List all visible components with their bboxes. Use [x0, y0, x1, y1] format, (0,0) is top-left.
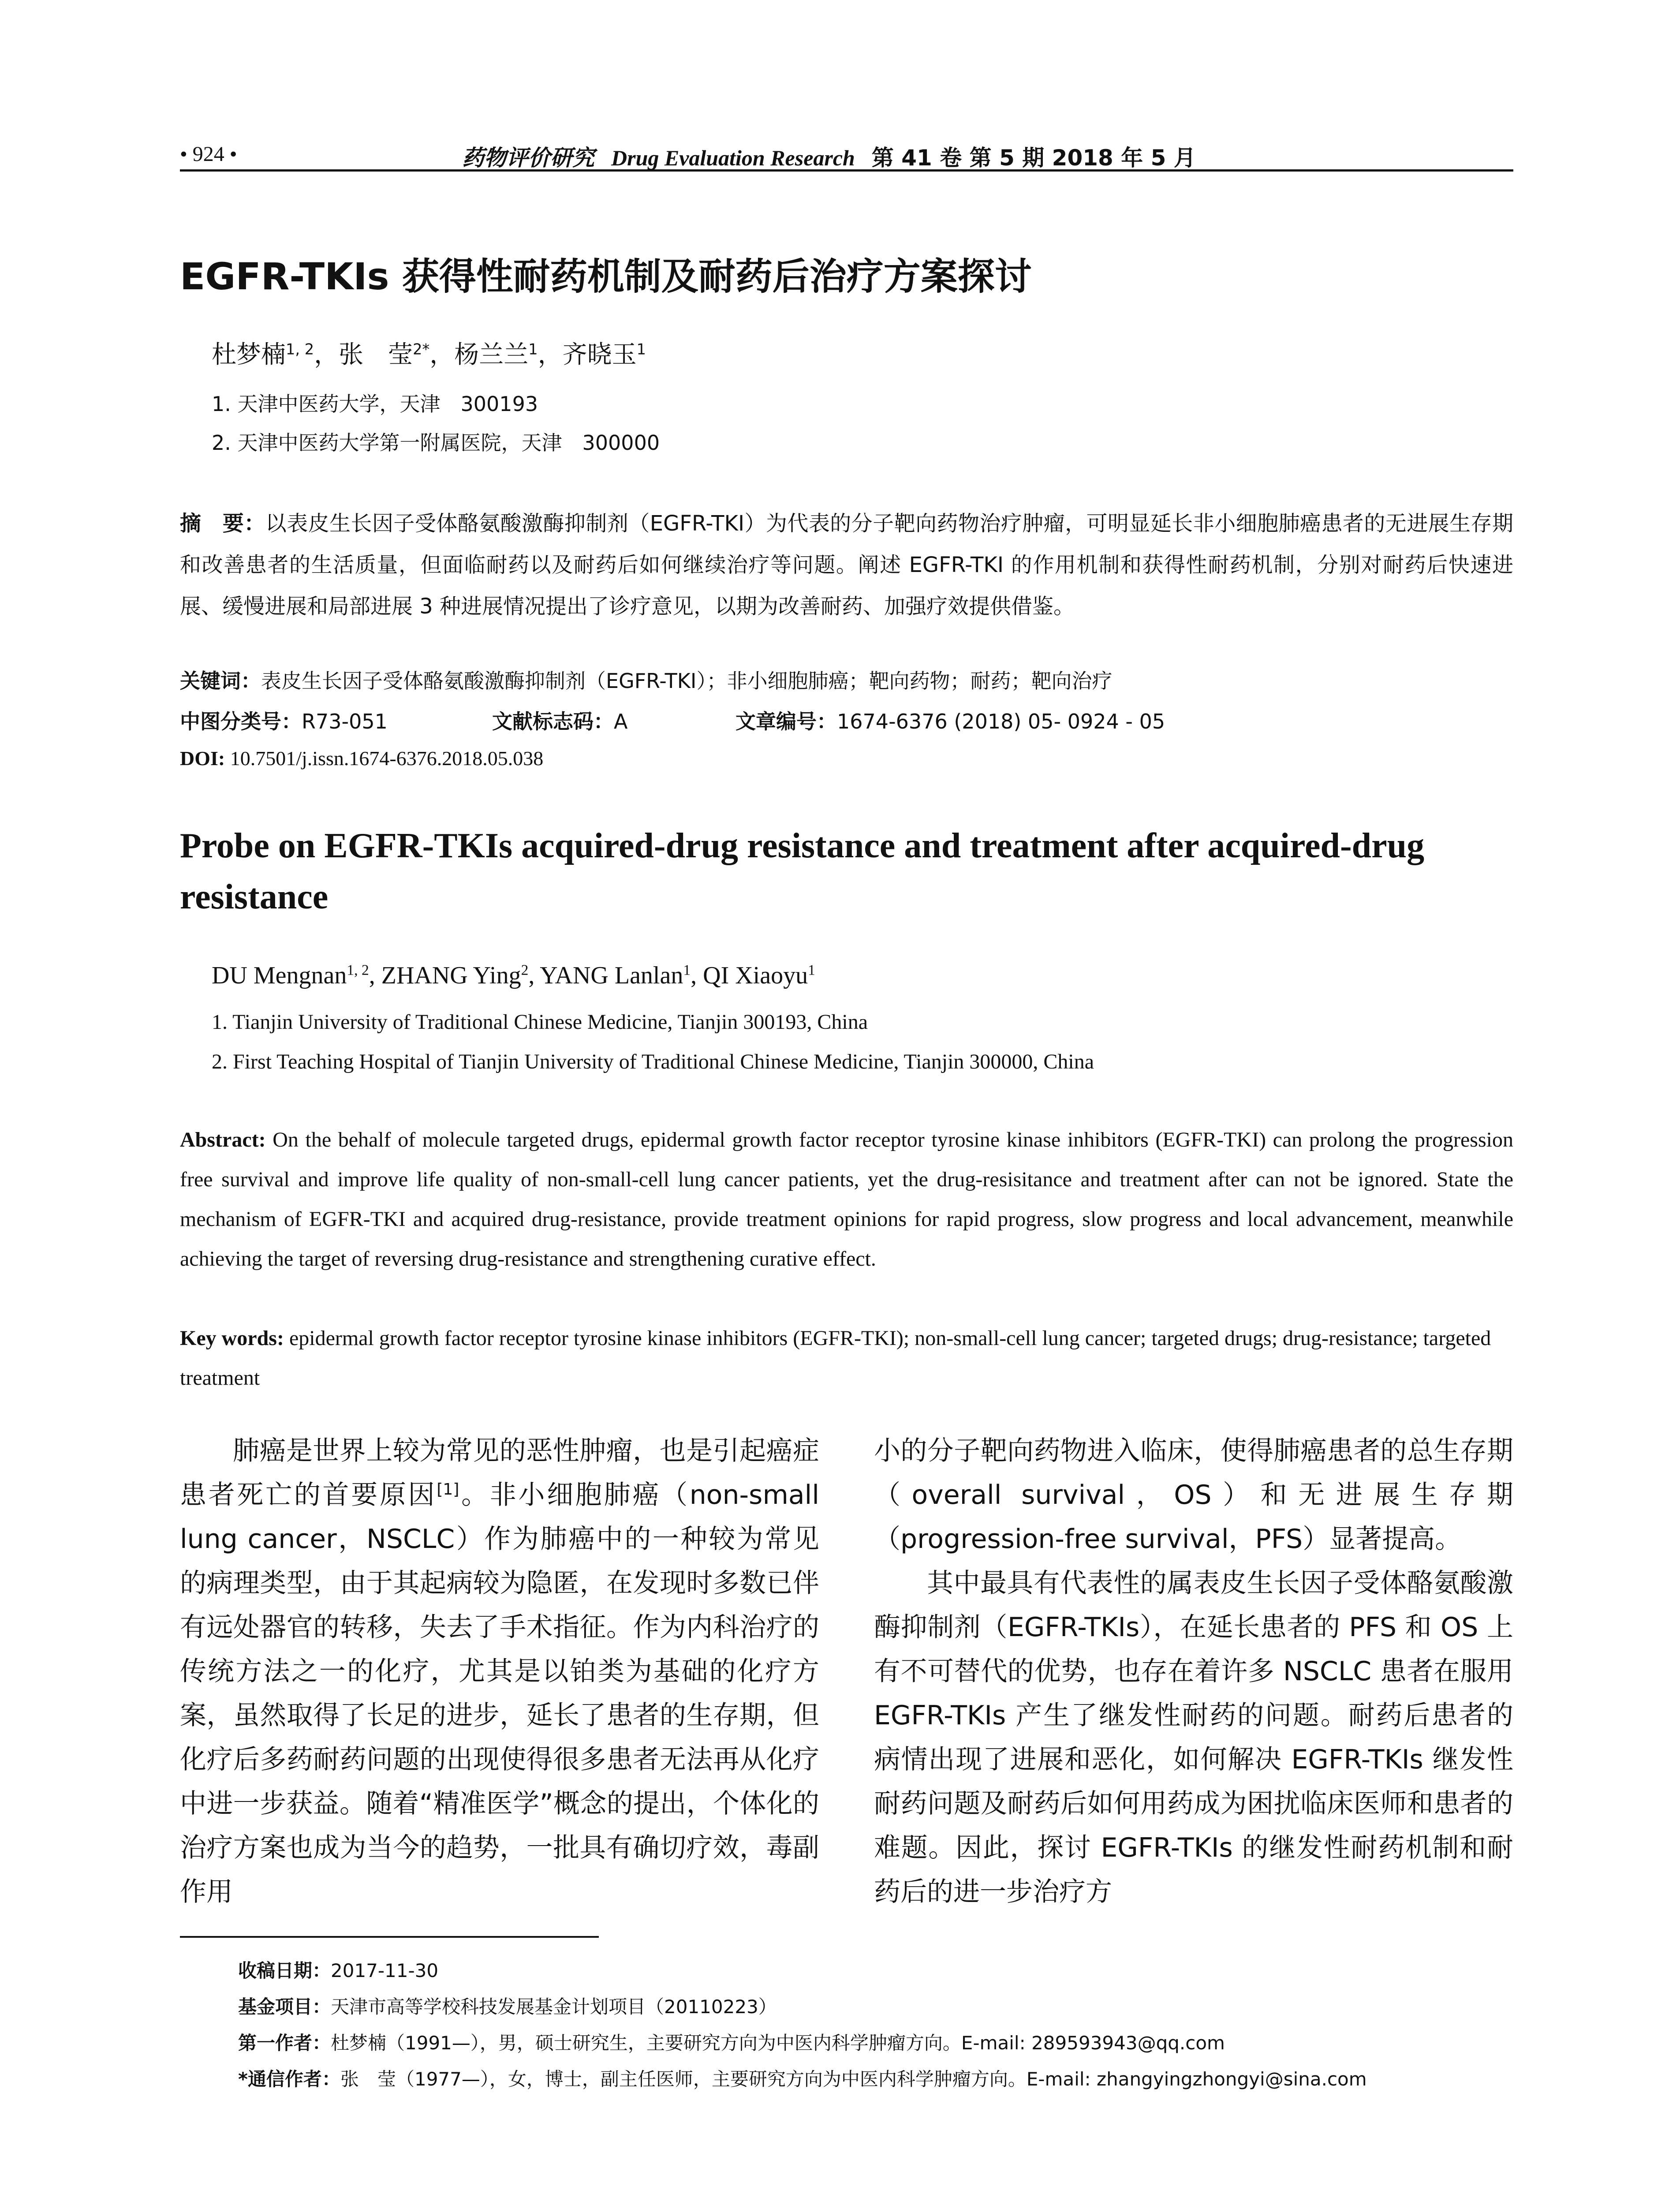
- document-code: [492, 706, 627, 735]
- doi-label: DOI:: [180, 747, 225, 770]
- citation-ref: [1]: [437, 1480, 459, 1499]
- body-column-left: [180, 1429, 819, 1914]
- footnote-label: 基金项目：: [238, 1996, 331, 2018]
- author-sup: 2: [521, 962, 529, 979]
- keywords-en: [180, 1319, 1513, 1398]
- author-cn: 齐晓玉: [562, 340, 637, 369]
- doc-code-label: 文献标志码：: [492, 710, 614, 733]
- journal-issue: 第 41 卷 第 5 期 2018 年 5 月: [871, 145, 1196, 171]
- clc-label: 中图分类号：: [180, 710, 302, 733]
- author-sup: 2*: [413, 340, 430, 358]
- abstract-cn: [180, 503, 1513, 627]
- authors-en: DU Mengnan$^{1, 2}$, ZHANG Ying$^2$, YANG Lanlan$^1$, QI Xiaoyu$^1$: [212, 962, 815, 989]
- author-sup: 1: [528, 340, 538, 358]
- footnote-text: 2017-11-30: [331, 1960, 439, 1981]
- affiliation-en: 2. First Teaching Hospital of Tianjin University of Traditional Chinese Medicine, Tianjin 300000, China: [212, 1050, 1094, 1073]
- journal-logo-cn: 药物评价研究: [462, 145, 594, 171]
- title-cn: EGFR-TKIs 获得性耐药机制及耐药后治疗方案探讨: [180, 255, 1032, 298]
- article-number: [735, 706, 1165, 735]
- footnote-text: 杜梦楠（1991—），男，硕士研究生，主要研究方向为中医内科学肿瘤方向。E-mail: 289593943@qq.com: [331, 2032, 1225, 2054]
- authors-cn: 杜梦楠$^{1, 2}$，张 莹$^{2*}$，杨兰兰$^1$，齐晓玉$^1$: [212, 340, 646, 369]
- footnote-first-author: [238, 2025, 1367, 2061]
- body-text: 肺癌是世界上较为常见的恶性肿瘤，也是引起癌症患者死亡的首要原因: [180, 1435, 819, 1510]
- abstract-cn-text: 以表皮生长因子受体酪氨酸激酶抑制剂（EGFR-TKI）为代表的分子靶向药物治疗肿瘤，可明显延长非小细胞肺癌患者的无进展生存期和改善患者的生活质量，但面临耐药以及耐药后如何继续治疗等问题。阐述 EGFR-TKI 的作用机制和获得性耐药机制，分别对耐药后快速进展、缓慢进展和局部进展 3 种进展情况提出了诊疗意见，以期为改善耐药、加强疗效提供借鉴。: [180, 511, 1513, 619]
- abstract-cn-label: 摘 要：: [180, 511, 265, 536]
- keywords-cn-text: 表皮生长因子受体酪氨酸激酶抑制剂（EGFR-TKI）；非小细胞肺癌；靶向药物；耐药；靶向治疗: [261, 669, 1113, 693]
- author-sup: 1: [683, 962, 691, 979]
- keywords-en-text: epidermal growth factor receptor tyrosine kinase inhibitors (EGFR-TKI); non-small-cell lung cancer; targeted drugs; drug-resistance; targeted treatment: [180, 1327, 1491, 1390]
- footnotes: [238, 1953, 1367, 2097]
- author-sup: 1, 2: [347, 962, 369, 979]
- doc-code-value: A: [614, 710, 628, 733]
- clc-value: R73-051: [302, 710, 388, 733]
- abstract-en: [180, 1120, 1513, 1279]
- affiliation-cn: 1. 天津中医药大学，天津 300193: [212, 392, 538, 416]
- keywords-en-label: Key words:: [180, 1327, 284, 1350]
- footnote-label: *通信作者：: [238, 2068, 340, 2090]
- abstract-en-label: Abstract:: [180, 1128, 266, 1151]
- author-en: ZHANG Ying: [381, 962, 521, 989]
- article-value: 1674-6376 (2018) 05- 0924 - 05: [837, 710, 1165, 733]
- journal-name-en: Drug Evaluation Research: [611, 146, 855, 170]
- body-paragraph: 其中最具有代表性的属表皮生长因子受体酪氨酸激酶抑制剂（EGFR-TKIs），在延长患者的 PFS 和 OS 上有不可替代的优势，也存在着许多 NSCLC 患者在服用 EGFR-TKIs 产生了继发性耐药的问题。耐药后患者的病情出现了进展和恶化，如何解决 EGFR-TKIs 继发性耐药问题及耐药后如何用药成为困扰临床医师和患者的难题。因此，探讨 EGFR-TKIs 的继发性耐药机制和耐药后的进一步治疗方: [874, 1568, 1513, 1907]
- footnote-label: 第一作者：: [238, 2032, 331, 2054]
- affiliation-en: 1. Tianjin University of Traditional Chinese Medicine, Tianjin 300193, China: [212, 1010, 868, 1034]
- body-column-right: [874, 1429, 1513, 1914]
- keywords-cn: [180, 665, 1112, 694]
- clc-number: [180, 706, 388, 735]
- footnote-funding: [238, 1989, 1367, 2025]
- page-number: • 924 •: [180, 142, 237, 166]
- body-paragraph: 小的分子靶向药物进入临床，使得肺癌患者的总生存期（overall survival，OS）和无进展生存期（progression-free survival，PFS）显著提高。: [874, 1435, 1513, 1555]
- footnote-label: 收稿日期：: [238, 1960, 331, 1981]
- author-en: YANG Lanlan: [540, 962, 683, 989]
- doi: [180, 747, 543, 770]
- doi-value: 10.7501/j.issn.1674-6376.2018.05.038: [230, 747, 544, 770]
- author-cn: 张 莹: [339, 340, 413, 369]
- author-sup: 1: [808, 962, 815, 979]
- article-label: 文章编号：: [735, 710, 837, 733]
- running-header: [180, 140, 1513, 172]
- keywords-cn-label: 关键词：: [180, 669, 261, 693]
- footnote-text: 天津市高等学校科技发展基金计划项目（20110223）: [331, 1996, 777, 2018]
- affiliation-cn: 2. 天津中医药大学第一附属医院，天津 300000: [212, 431, 660, 455]
- author-en: DU Mengnan: [212, 962, 347, 989]
- footnote-text: 张 莹（1977—），女，博士，副主任医师，主要研究方向为中医内科学肿瘤方向。E-mail: zhangyingzhongyi@sina.com: [340, 2068, 1367, 2090]
- author-cn: 杜梦楠: [212, 340, 286, 369]
- author-cn: 杨兰兰: [454, 340, 529, 369]
- journal-info: [462, 140, 1196, 172]
- body-paragraph: [180, 1429, 819, 1914]
- abstract-en-text: On the behalf of molecule targeted drugs, epidermal growth factor receptor tyrosine kinase inhibitors (EGFR-TKI) can prolong the progression free survival and improve life quality of non-small-cell lung cancer patients, yet the drug-resisitance and treatment after can not be ignored. State the mechanism of EGFR-TKI and acquired drug-resistance, provide treatment opinions for rapid progress, slow progress and local advancement, meanwhile achieving the target of reversing drug-resistance and strengthening curative effect.: [180, 1128, 1514, 1271]
- author-en: QI Xiaoyu: [703, 962, 808, 989]
- author-sup: 1: [636, 340, 646, 358]
- title-en: Probe on EGFR-TKIs acquired-drug resistance and treatment after acquired-drug resistance: [180, 826, 1425, 916]
- body-text: 。非小细胞肺癌（non-small lung cancer，NSCLC）作为肺癌中的一种较为常见的病理类型，由于其起病较为隐匿，在发现时多数已伴有远处器官的转移，失去了手术指征。作为内科治疗的传统方法之一的化疗，尤其是以铂类为基础的化疗方案，虽然取得了长足的进步，延长了患者的生存期，但化疗后多药耐药问题的出现使得很多患者无法再从化疗中进一步获益。随着“精准医学”概念的提出，个体化的治疗方案也成为当今的趋势，一批具有确切疗效，毒副作用: [180, 1480, 820, 1907]
- footnote-received: [238, 1953, 1367, 1989]
- footnote-divider: [180, 1936, 599, 1938]
- footnote-corresponding-author: [238, 2061, 1367, 2097]
- author-sup: 1, 2: [286, 340, 314, 358]
